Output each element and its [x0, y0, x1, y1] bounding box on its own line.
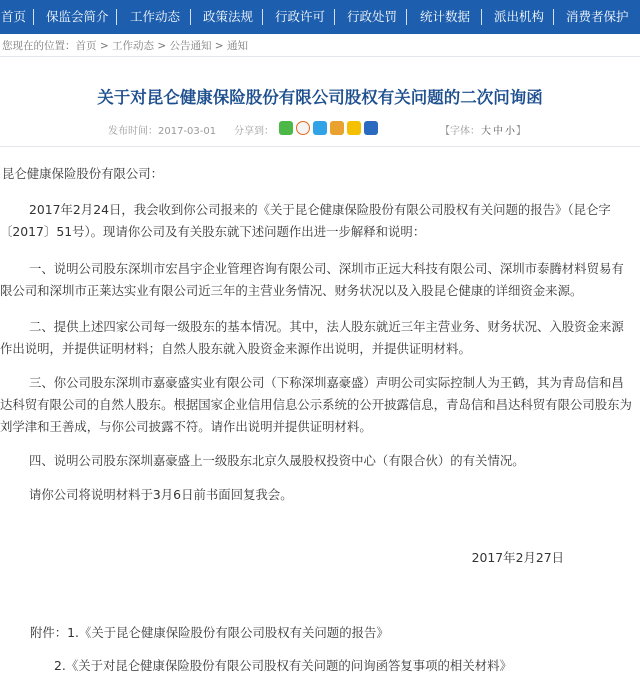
publish-label: 发布时间：: [108, 126, 158, 137]
nav-item-statistics[interactable]: 统计数据: [420, 9, 471, 24]
font-size-small[interactable]: 小: [505, 126, 515, 137]
paragraph-4: 三、你公司股东深圳市嘉豪盛实业有限公司（下称深圳嘉豪盛）声明公司实际控制人为王鹤，其为青岛信和昌达科贸有限公司的自然人股东。根据国家企业信用信息公示系统的公开披露信息，青岛信和昌达科贸有限公司股东为刘学津和王善成，与你公司披露不符。请作出说明并提供证明材料。: [0, 375, 632, 434]
nav-item-about[interactable]: 保监会简介: [46, 9, 109, 24]
font-size-medium[interactable]: 中: [493, 126, 503, 137]
tencent-weibo-icon[interactable]: [330, 121, 344, 135]
nav-item-work-news[interactable]: 工作动态: [130, 9, 181, 24]
breadcrumb-item-work-news[interactable]: 工作动态: [111, 40, 154, 52]
nav-divider: [116, 9, 117, 25]
paragraph-1: 2017年2月24日，我会收到你公司报来的《关于昆仑健康保险股份有限公司股权有关问题的报告》（昆仑字〔2017〕51号）。现请你公司及有关股东就下述问题作出进一步解释和说明：: [0, 202, 611, 239]
share-icons: [279, 121, 378, 135]
breadcrumb-separator: >: [153, 40, 170, 52]
renren-icon[interactable]: [364, 121, 378, 135]
font-label-close: 】: [516, 126, 526, 137]
qzone-icon[interactable]: [313, 121, 327, 135]
paragraph-3: 二、提供上述四家公司每一级股东的基本情况。其中，法人股东就近三年主营业务、财务状况、入股资金来源作出说明，并提供证明材料；自然人股东就入股资金来源作出说明，并提供证明材料。: [0, 319, 624, 356]
breadcrumb: [2, 38, 248, 53]
weibo-icon[interactable]: [296, 121, 310, 135]
wechat-icon[interactable]: [279, 121, 293, 135]
attachment-2[interactable]: 2.《关于对昆仑健康保险股份有限公司股权有关问题的问询函答复事项的相关材料》: [54, 658, 512, 673]
top-nav-bar: [0, 0, 640, 34]
font-label-open: 【字体：: [440, 126, 480, 137]
signature-date: 2017年2月27日: [471, 550, 564, 565]
font-size-large[interactable]: 大: [481, 126, 491, 137]
breadcrumb-separator: >: [211, 40, 227, 52]
nav-item-penalties[interactable]: 行政处罚: [347, 9, 398, 24]
font-size-control: [440, 122, 526, 137]
paragraph-5: 四、说明公司股东深圳嘉豪盛上一级股东北京久晟股权投资中心（有限合伙）的有关情况。: [29, 453, 525, 468]
article-meta: [0, 122, 640, 138]
share-label: 分享到：: [234, 126, 274, 137]
nav-item-consumer-protection[interactable]: 消费者保护: [566, 9, 629, 24]
paragraph-6: 请你公司将说明材料于3月6日前书面回复我会。: [29, 487, 293, 502]
breadcrumb-item-announcements[interactable]: 公告通知: [169, 40, 212, 52]
nav-divider: [481, 9, 482, 25]
breadcrumb-divider: [0, 56, 640, 57]
star-icon[interactable]: [347, 121, 361, 135]
nav-divider: [33, 9, 34, 25]
nav-divider: [262, 9, 263, 25]
nav-item-licensing[interactable]: 行政许可: [275, 9, 326, 24]
nav-divider: [553, 9, 554, 25]
nav-item-policies[interactable]: 政策法规: [203, 9, 254, 24]
publish-info: [108, 122, 216, 137]
publish-date: 2017-03-01: [158, 126, 217, 137]
breadcrumb-item-notices[interactable]: 通知: [226, 40, 248, 52]
nav-divider: [406, 9, 407, 25]
salutation: 昆仑健康保险股份有限公司：: [2, 166, 164, 181]
article-title: 关于对昆仑健康保险股份有限公司股权有关问题的二次问询函: [97, 88, 543, 107]
breadcrumb-prefix: 您现在的位置：: [2, 40, 76, 52]
paragraph-2: 一、说明公司股东深圳市宏昌宇企业管理咨询有限公司、深圳市正远大科技有限公司、深圳市泰腾材料贸易有限公司和深圳市正莱达实业有限公司近三年的主营业务情况、财务状况以及入股昆仑健康的详细资金来源。: [0, 261, 624, 298]
breadcrumb-separator: >: [96, 40, 112, 52]
meta-divider: [0, 146, 640, 147]
nav-divider: [190, 9, 191, 25]
nav-item-branches[interactable]: 派出机构: [494, 9, 545, 24]
nav-divider: [334, 9, 335, 25]
nav-item-home[interactable]: 首页: [1, 9, 27, 24]
attachment-1[interactable]: 附件：1.《关于昆仑健康保险股份有限公司股权有关问题的报告》: [30, 625, 389, 640]
breadcrumb-item-home[interactable]: 首页: [75, 40, 97, 52]
